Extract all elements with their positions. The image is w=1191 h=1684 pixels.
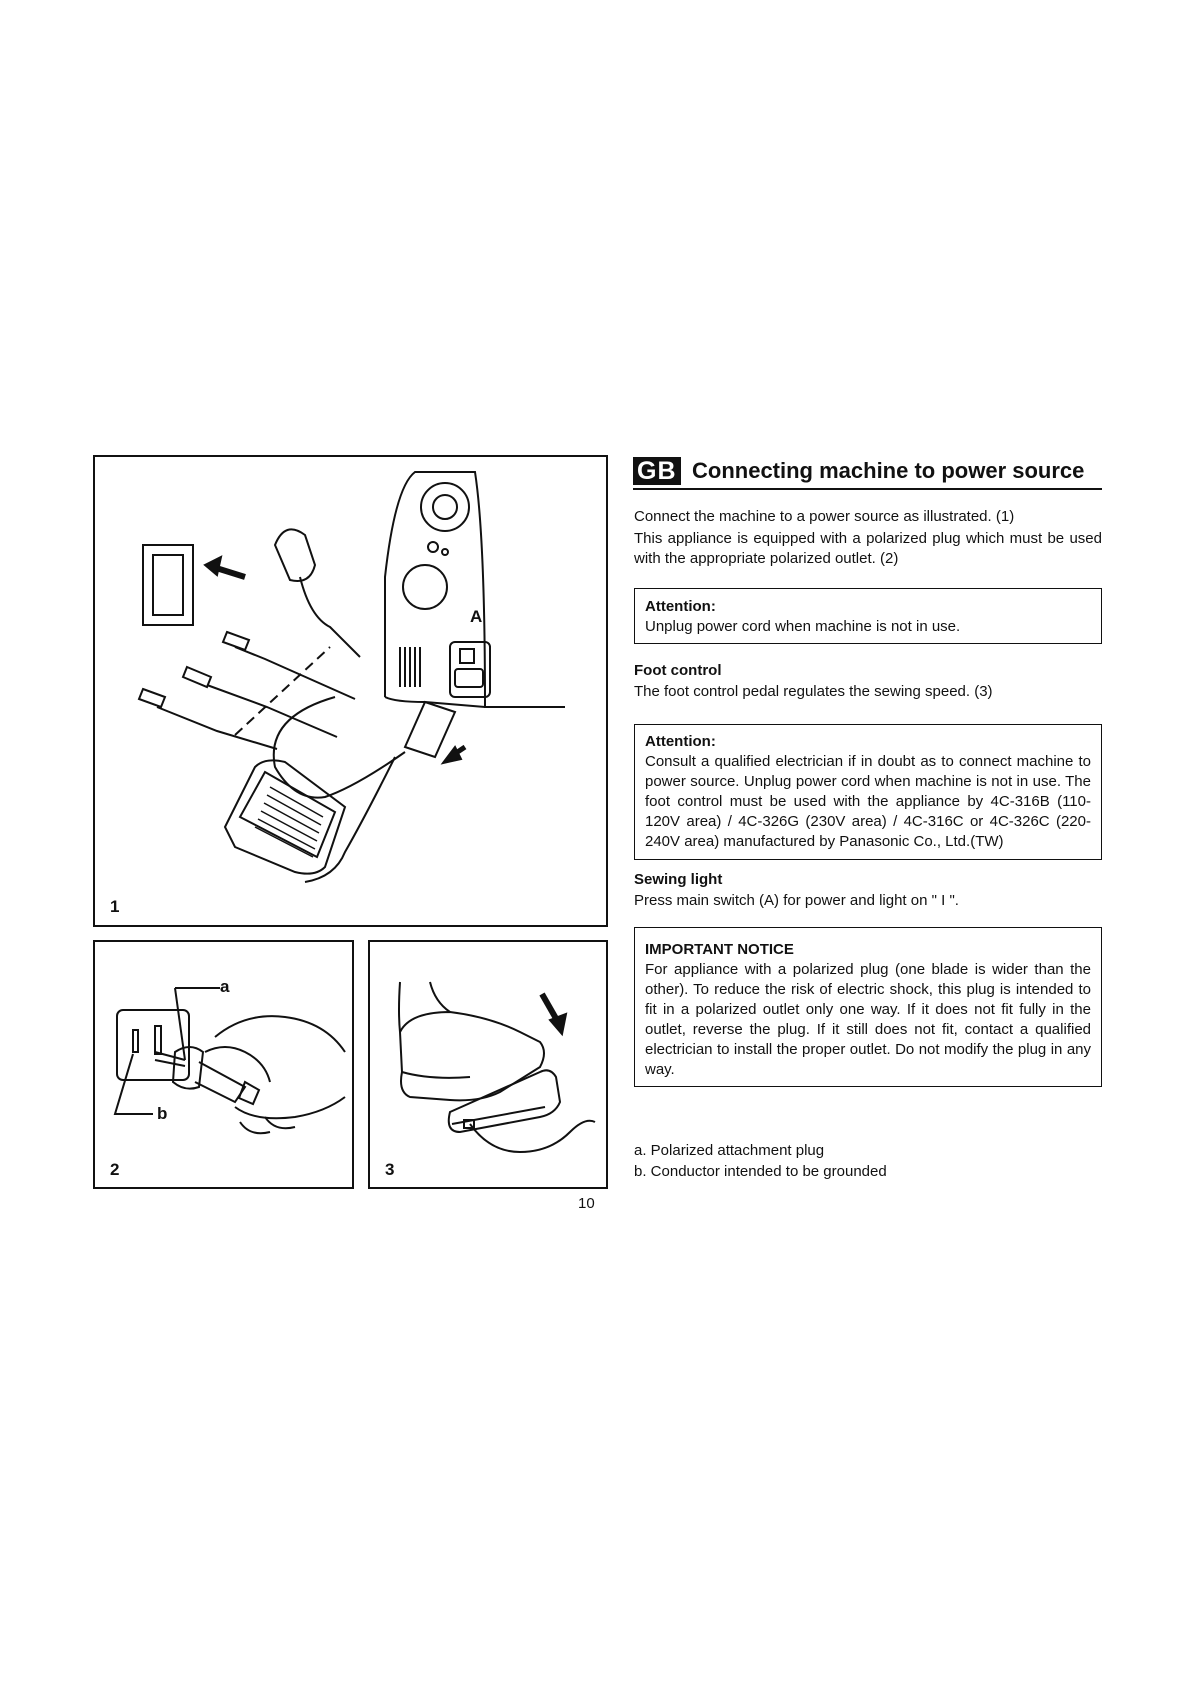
figure-3-illustration xyxy=(370,942,606,1187)
notice-text: For appliance with a polarized plug (one blade is wider than the other). To reduce the risk of electric shock, this plug is intended to fit in a polarized outlet only one way. If it does not fit fully in the outlet, reverse the plug. If it still does not fit, contact a qualified electrician to install the proper outlet. Do not modify the plug in any way. xyxy=(645,961,1091,1078)
page-number: 10 xyxy=(578,1195,595,1212)
attention-text-1: Unplug power cord when machine is not in use. xyxy=(645,618,961,635)
figure-1-number: 1 xyxy=(110,897,120,916)
section-title: Connecting machine to power source xyxy=(692,458,1085,483)
label-switch-a: A xyxy=(470,607,483,626)
attention-box-2 xyxy=(634,724,1102,860)
figure-1-panel xyxy=(93,455,608,927)
sewing-light-heading: Sewing light xyxy=(634,871,723,888)
figure-3-panel xyxy=(368,940,608,1189)
figure-3-number: 3 xyxy=(385,1160,395,1179)
label-a: a xyxy=(220,977,230,996)
legend-b: b. Conductor intended to be grounded xyxy=(634,1163,887,1180)
important-notice-box xyxy=(634,927,1102,1087)
attention-heading-1: Attention: xyxy=(645,598,716,615)
attention-box-1 xyxy=(634,588,1102,644)
intro-line-2: This appliance is equipped with a polarized plug which must be used with the appropriate polarized outlet. (2) xyxy=(634,530,1102,567)
label-b: b xyxy=(157,1104,168,1123)
foot-control-text: The foot control pedal regulates the sewing speed. (3) xyxy=(634,683,993,700)
attention-text-2: Consult a qualified electrician if in doubt as to connect machine to power source. Unplug power cord when machine is not in use. The foot control must be used with the appliance by 4C-316B (110-120V area) / 4C-326G (230V area) / 4C-316C or 4C-326C (220-240V area) manufactured by Panasonic Co., Ltd.(TW) xyxy=(645,753,1091,850)
figure-1-illustration xyxy=(95,457,606,925)
figure-2-number: 2 xyxy=(110,1160,120,1179)
foot-control-heading: Foot control xyxy=(634,662,722,679)
language-badge: GB xyxy=(633,457,681,485)
sewing-light-text: Press main switch (A) for power and light on " I ". xyxy=(634,892,959,909)
attention-heading-2: Attention: xyxy=(645,733,716,750)
figure-2-panel xyxy=(93,940,354,1189)
legend-a: a. Polarized attachment plug xyxy=(634,1142,825,1159)
section-header xyxy=(633,455,1102,490)
notice-heading: IMPORTANT NOTICE xyxy=(645,941,794,958)
intro-line-1: Connect the machine to a power source as illustrated. (1) xyxy=(634,508,1015,525)
